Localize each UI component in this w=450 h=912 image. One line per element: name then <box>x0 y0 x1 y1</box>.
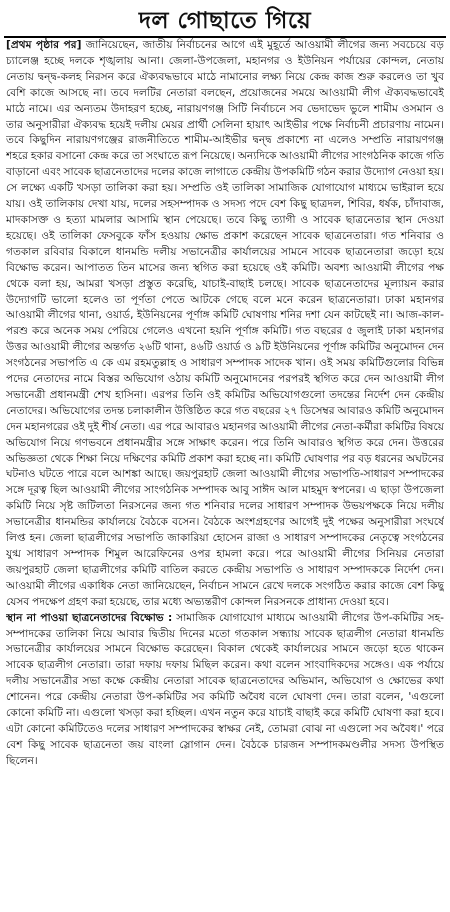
article-paragraph <box>6 611 444 770</box>
article-paragraph <box>6 38 444 611</box>
paragraph-text: সামাজিক যোগাযোগ মাধ্যমে আওয়ামী লীগের উপ-কমিটির সহ-সম্পাদকের তালিকা নিয়ে আবার দ্বিতীয় দিনের মতো গতকাল সন্ধ্যায় সাবেক ছাত্রলীগ নেতারা ধানমন্ডি সভানেত্রীর কার্যালয়ের সামনে বিক্ষোভ করেছেন। বিকাল থেকেই কার্যালয়ের সামনে জড়ো হতে থাকেন সাবেক ছাত্রলীগ নেতারা। তারা দফায় দফায় মিছিল করেন। কথা বলেন সাংবাদিকদের সঙ্গেও। এক পর্যায়ে দলীয় সভানেত্রীর সভা কক্ষে কেন্দ্রীয় নেতারা সাবেক ছাত্রনেতাদের অভিমান, অভিযোগ ও ক্ষোভের কথা শোনেন। পরে কেন্দ্রীয় নেতারা উপ-কমিটির সব কমিটি অবৈধ বলে ঘোষণা দেন। তারা বলেন, 'এগুলো কোনো কমিটি না। এগুলো খসড়া করা হচ্ছিল। এখন নতুন করে যাচাই বাছাই করে কমিটি ঘোষণা করা হবে। এটা কোনো কমিটিতেও দলের সাধারণ সম্পাদকের স্বাক্ষর নেই, তোমরা বোঝ না এগুলো সব অবৈধ।' পরে বেশ কিছু সাবেক ছাত্রনেতা জয় বাংলা স্লোগান দেন। বৈঠকে চারজন সম্পাদকমণ্ডলীর সদস্য উপস্থিত ছিলেন। <box>6 611 444 767</box>
continued-from-label: [প্রথম পৃষ্ঠার পর] <box>6 39 82 51</box>
subheading: স্থান না পাওয়া ছাত্রনেতাদের বিক্ষোভ : <box>6 611 173 624</box>
article-body <box>6 38 444 910</box>
paragraph-text: জানিয়েছেন, জাতীয় নির্বাচনের আগে এই মুহূর্তে আওয়ামী লীগের জন্য সবচেয়ে বড় চ্যালেঞ্জ হচ্ছে দলকে শৃঙ্খলায় আনা। জেলা-উপজেলা, মহানগর ও ইউনিয়ন পর্যায়ের কোন্দল, নেতায় নেতায় দ্বন্দ্ব-কলহ নিরসন করে ঐক্যবদ্ধভাবে মাঠে নামানোর লক্ষ্য নিয়ে কেন্দ্র কাজ শুরু করলেও তা খুব বেশি কাজে আসছে না। তবে দলটির নেতারা বলছেন, প্রয়োজনের সময়ে আওয়ামী লীগ ঐক্যবদ্ধভাবেই মাঠে নামে। এর অন্যতম উদাহরণ হচ্ছে, নারায়ণগঞ্জ সিটি নির্বাচনে সব ভেদাভেদ ভুলে শামীম ওসমান ও তার অনুসারীরা ঐক্যবদ্ধ হয়েই দলীয় মেয়র প্রার্থী সেলিনা হায়াৎ আইভীর পক্ষে নির্বাচনী প্রচারণায় নামেন। তবে কিছুদিন নারায়ণগঞ্জের রাজনীতিতে শামীম-আইভীর দ্বন্দ্ব প্রকাশ্যে না এলেও সম্প্রতি নারায়ণগঞ্জ শহরে হকার বসানো কেন্দ্র করে তা সংঘাতে রূপ নিয়েছে। অন্যদিকে আওয়ামী লীগের সাংগঠনিক কাজে গতি বাড়ানো এবং সাবেক ছাত্রনেতাদের দলের কাজে লাগাতে কেন্দ্রীয় উপকমিটি গঠন করার উদ্যোগ নেওয়া হয়। সে লক্ষ্যে একটি খসড়া তালিকা করা হয়। সম্প্রতি ওই তালিকা সামাজিক যোগাযোগ মাধ্যমে ভাইরাল হয়ে যায়। ওই তালিকায় দেখা যায়, দলের সহসম্পাদক ও সদস্য পদে বেশ কিছু ছাত্রদল, শিবির, ধর্ষক, চাঁদাবাজ, মাদকাসক্ত ও হত্যা মামলার আসামি স্থান পেয়েছে। তবে কিছু ত্যাগী ও সাবেক ছাত্রনেতার স্থান দেওয়া হয়েছে। ওই তালিকা ফেসবুকে ফাঁস হওয়ায় ক্ষোভ প্রকাশ করেছেন সাবেক ছাত্রনেতারা। গত শনিবার ও গতকাল রবিবার বিকালে ধানমন্ডি দলীয় সভানেত্রীর কার্যালয়ের সামনে সাবেক ছাত্রনেতারা জড়ো হয়ে বিক্ষোভ করেন। আপাতত তিন মাসের জন্য স্থগিত করা হয়েছে ওই কমিটি। অবশ্য আওয়ামী লীগের পক্ষ থেকে বলা হয়, আমরা খসড়া প্রস্তুত করেছি, যাচাই-বাছাই চলছে। সাবেক ছাত্রনেতাদের মূল্যায়ন করার উদ্যোগটি ভালো হলেও তা পূর্ণতা পেতে আটকে গেছে বলে মনে করেন ছাত্রনেতারা। ঢাকা মহানগর আওয়ামী লীগের থানা, ওয়ার্ড, ইউনিয়নের পূর্ণাঙ্গ কমিটি ঘোষণায় শনির দশা যেন কাটছেই না। আজ-কাল-পরশু করে অনেক সময় পেরিয়ে গেলেও এখনো হয়নি পূর্ণাঙ্গ কমিটি। গত বছরের ৫ জুলাই ঢাকা মহানগর উত্তর আওয়ামী লীগের অন্তর্গত ২৬টি থানা, ৪৬টি ওয়ার্ড ও ৯টি ইউনিয়নের পূর্ণাঙ্গ কমিটির অনুমোদন দেন সংগঠনের সভাপতি এ কে এম রহমতুল্লাহ ও সাধারণ সম্পাদক সাদেক খান। ওই সময় কমিটিগুলোর বিভিন্ন পদের নেতাদের নামে বিস্তর অভিযোগ ওঠায় কমিটি অনুমোদনের পরপরই স্থগিত করে দেন আওয়ামী লীগ সভানেত্রী প্রধানমন্ত্রী শেখ হাসিনা। এরপর তিনি ওই কমিটির অভিযোগগুলো তদন্তের নির্দেশ দেন কেন্দ্রীয় নেতাদের। অভিযোগের তদন্ত চলাকালীন উত্তিষ্ঠিত করে গত বছরের ২৭ ডিসেম্বর আবারও কমিটি অনুমোদন দেন মহানগরের ওই দুই শীর্ষ নেতা। এর পরে আবারও মহানগর আওয়ামী লীগের নেতা-কর্মীরা কমিটির বিষয়ে অভিযোগ নিয়ে গণভবনে প্রধানমন্ত্রীর সঙ্গে সাক্ষাৎ করেন। পরে তিনি আবারও স্থগিত করে দেন। উত্তরের অভিজ্ঞতা থেকে শিক্ষা নিয়ে দক্ষিণের কমিটি প্রকাশ করা হচ্ছে না। কমিটি ঘোষণার পর বড় ধরনের অঘটনের ঘটনাও ঘটতে পারে বলে আশঙ্কা আছে। জয়পুরহাট জেলা আওয়ামী লীগের সভাপতি-সাধারণ সম্পাদকের সঙ্গে দূরত্ব ছিল আওয়ামী লীগের সাংগঠনিক সম্পাদক আবু সাঈদ আল মাহমুদ স্বপনের। এ ছাড়া উপজেলা কমিটি নিয়ে সৃষ্ট জটিলতা নিরসনের জন্য গত শনিবার দলের সাধারণ সম্পাদক উভয়পক্ষকে নিয়ে দলীয় সভানেত্রীর ধানমন্ডির কার্যালয়ে বৈঠকে বসেন। বৈঠকে অংশগ্রহণের আগেই দুই পক্ষের অনুসারীরা সংঘর্ষে লিপ্ত হন। জেলা ছাত্রলীগের সভাপতি জাকারিয়া হোসেন রাজা ও সাধারণ সম্পাদকের নেতৃত্বে সংগঠনের যুগ্ম সাধারণ সম্পাদক শিমুল আরেফিনের ওপর হামলা করে। পরে আওয়ামী লীগের সিনিয়র নেতারা জয়পুরহাট জেলা ছাত্রলীগের কমিটি বাতিল করতে কেন্দ্রীয় সভাপতি ও সাধারণ সম্পাদককে নির্দেশ দেন। আওয়ামী লীগের একাধিক নেতা জানিয়েছেন, নির্বাচন সামনে রেখে দলকে সংগঠিত করার কাজে বেশ কিছু যেসব পদক্ষেপ গ্রহণ করা হয়েছে, তার মধ্যে অভ্যন্তরীণ কোন্দল নিরসনকে প্রাধান্য দেওয়া হবে। <box>6 39 444 608</box>
headline: দল গোছাতে গিয়ে <box>138 7 312 34</box>
